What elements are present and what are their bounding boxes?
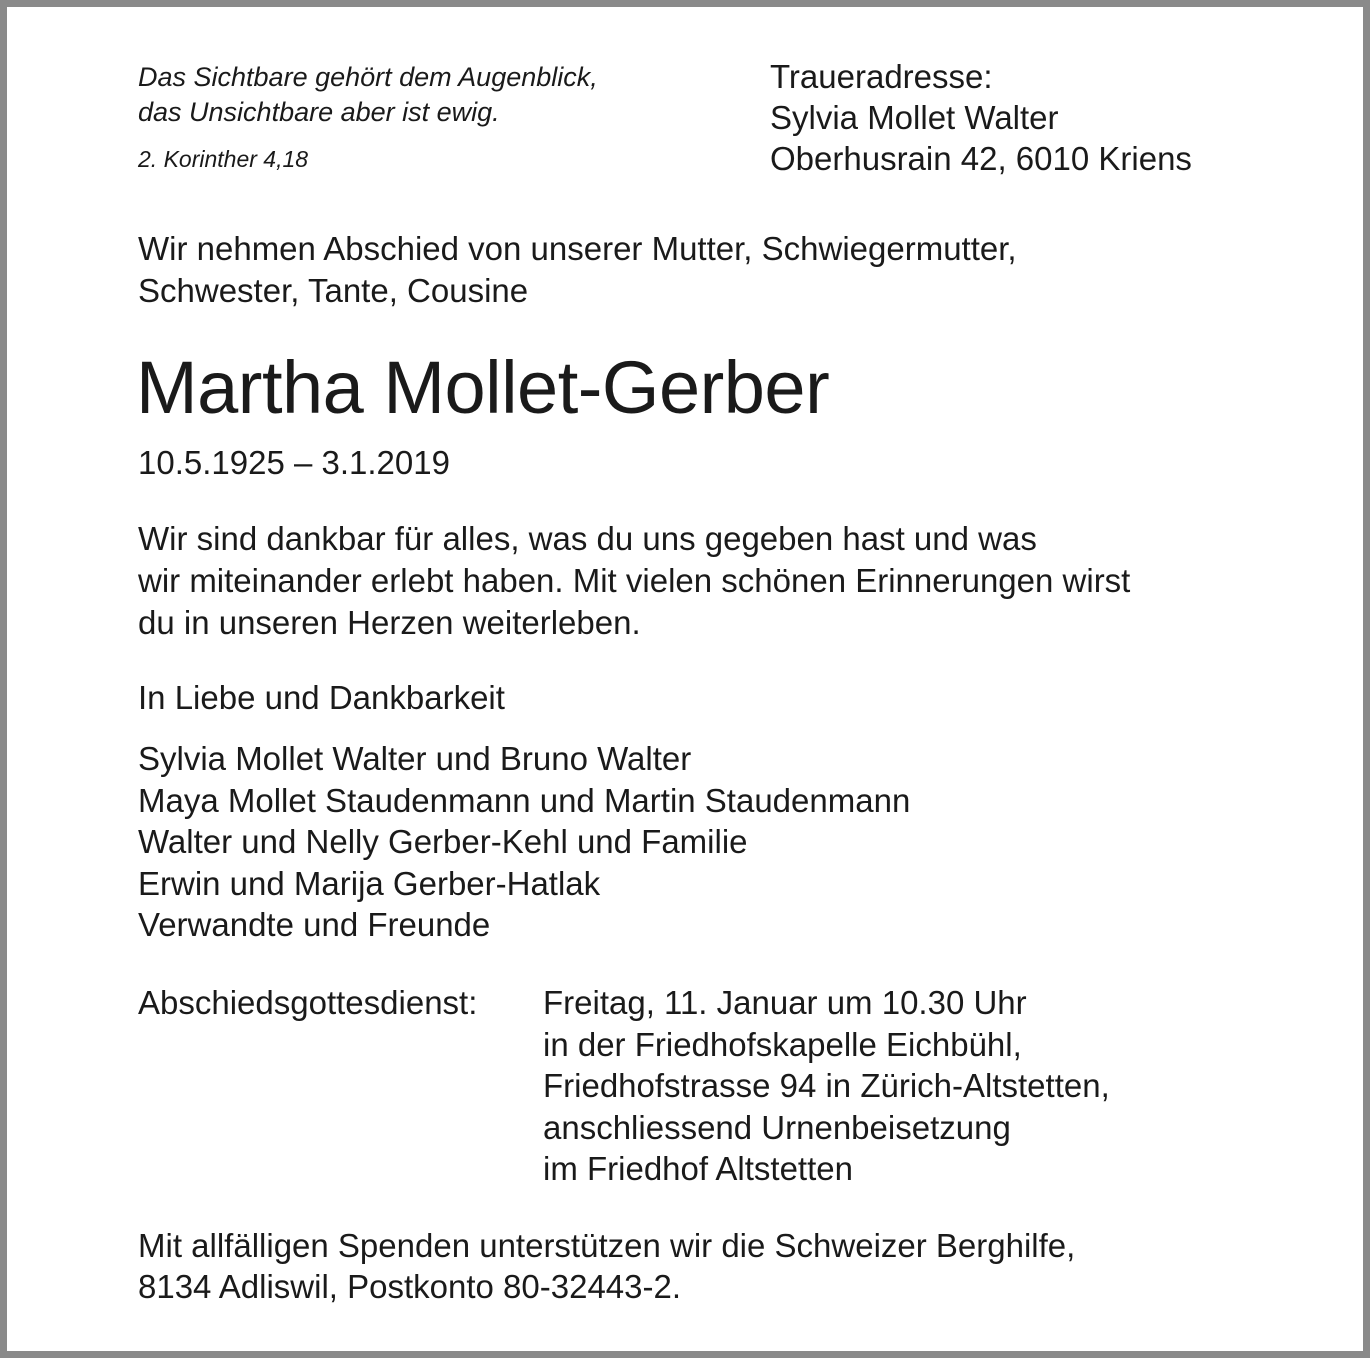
thanks-line: Wir sind dankbar für alles, was du uns gegeben hast und was xyxy=(138,520,1037,557)
intro-text xyxy=(138,228,1017,312)
bible-quote xyxy=(138,60,598,130)
mourner-line: Erwin und Marija Gerber-Hatlak xyxy=(138,864,601,902)
address-name: Sylvia Mollet Walter xyxy=(770,99,1059,136)
closing-phrase: In Liebe und Dankbarkeit xyxy=(138,679,505,716)
mourner-line: Walter und Nelly Gerber-Kehl und Familie xyxy=(138,823,748,860)
intro-line: Schwester, Tante, Cousine xyxy=(138,272,529,309)
quote-line: Das Sichtbare gehört dem Augenblick, xyxy=(138,62,598,92)
deceased-name: Martha Mollet-Gerber xyxy=(136,346,830,429)
donation-note xyxy=(138,1225,1075,1307)
thanks-text xyxy=(138,518,1130,644)
service-line: Freitag, 11. Januar um 10.30 Uhr xyxy=(543,984,1027,1021)
thanks-line: wir miteinander erlebt haben. Mit vielen schönen Erinnerungen wirst xyxy=(138,562,1131,599)
donation-line: Mit allfälligen Spenden unterstützen wir die Schweizer Berghilfe, xyxy=(138,1227,1076,1264)
service-line: in der Friedhofskapelle Eichbühl, xyxy=(543,1025,1022,1063)
service-line: Friedhofstrasse 94 in Zürich-Altstetten, xyxy=(543,1067,1110,1104)
service-line: anschliessend Urnenbeisetzung xyxy=(543,1108,1011,1146)
mourner-line: Maya Mollet Staudenmann und Martin Staudenmann xyxy=(138,781,911,819)
service-details xyxy=(543,982,1110,1190)
life-dates: 10.5.1925 – 3.1.2019 xyxy=(138,444,450,481)
address-street: Oberhusrain 42, 6010 Kriens xyxy=(770,140,1192,177)
address-label: Traueradresse: xyxy=(770,58,993,95)
thanks-line: du in unseren Herzen weiterleben. xyxy=(138,604,641,641)
mourner-line: Sylvia Mollet Walter und Bruno Walter xyxy=(138,740,692,777)
mourning-address xyxy=(770,56,1192,179)
intro-line: Wir nehmen Abschied von unserer Mutter, Schwiegermutter, xyxy=(138,230,1017,267)
mourner-line: Verwandte und Freunde xyxy=(138,906,491,943)
donation-line: 8134 Adliswil, Postkonto 80-32443-2. xyxy=(138,1268,682,1305)
service-label: Abschiedsgottesdienst: xyxy=(138,984,478,1021)
quote-reference: 2. Korinther 4,18 xyxy=(138,146,309,172)
mourners-list xyxy=(138,738,910,946)
service-line: im Friedhof Altstetten xyxy=(543,1150,853,1187)
quote-line: das Unsichtbare aber ist ewig. xyxy=(138,97,500,127)
